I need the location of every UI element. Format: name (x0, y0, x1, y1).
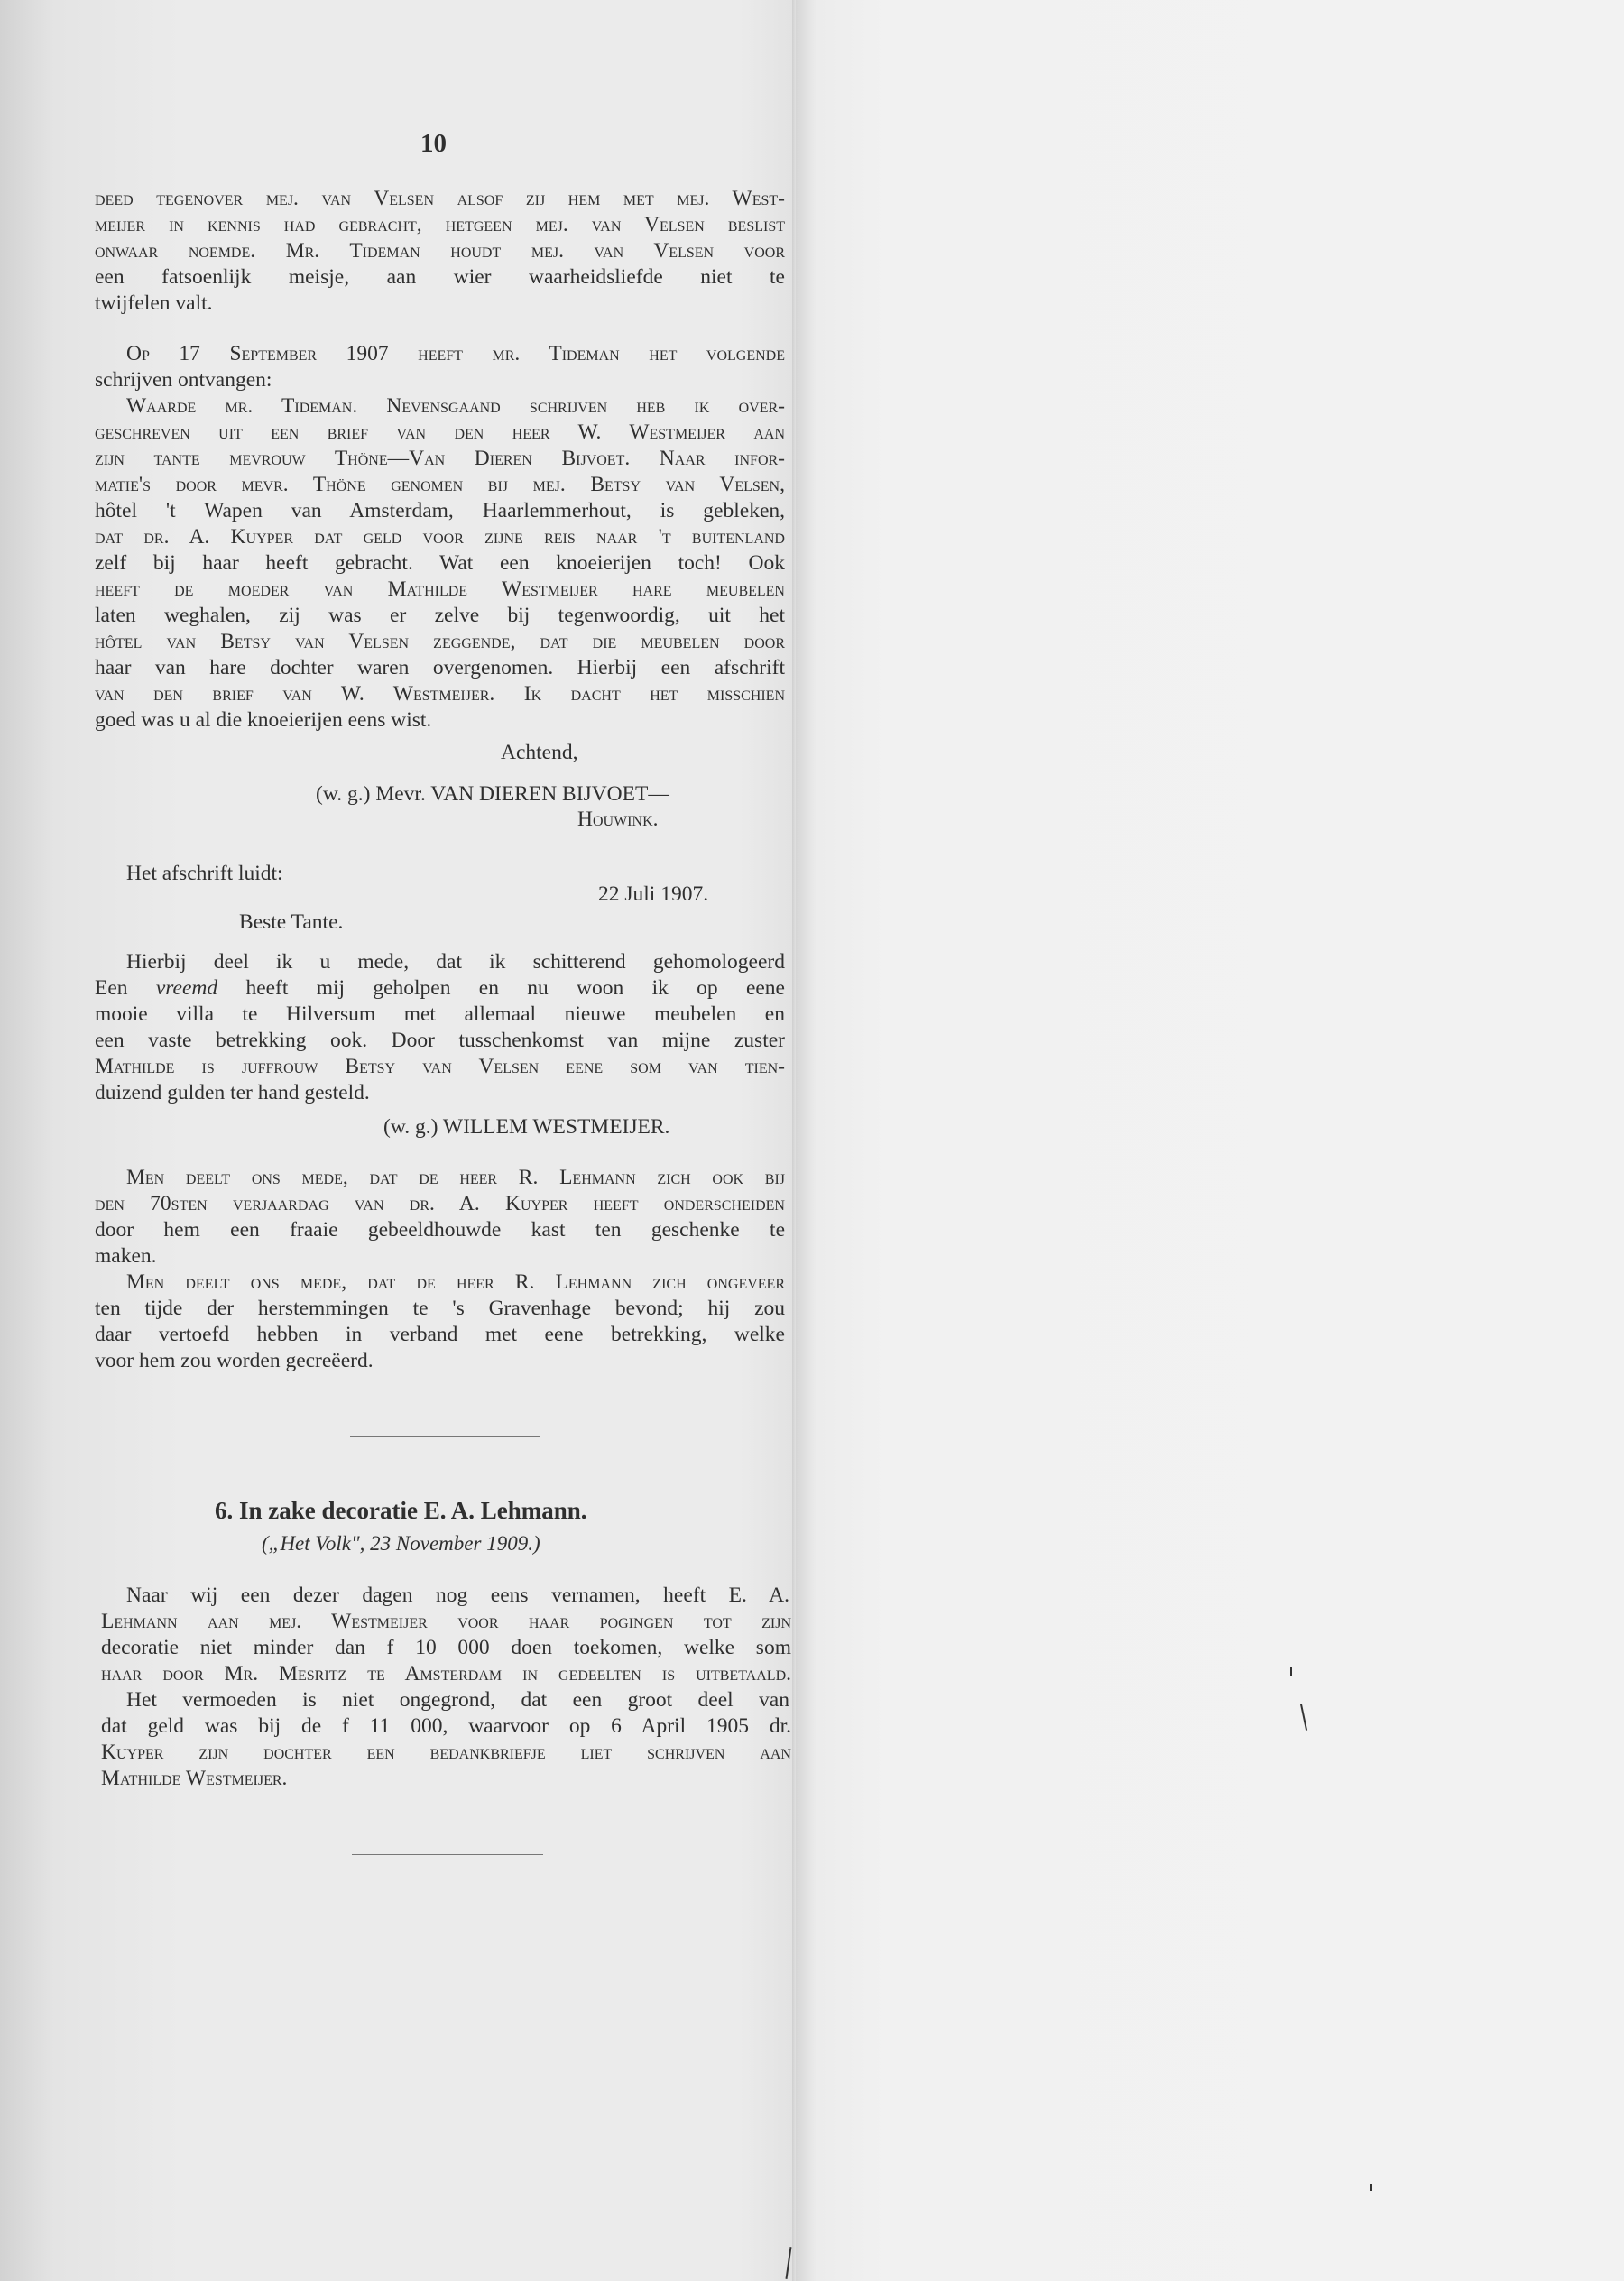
letter-date: 22 Juli 1907. (598, 882, 709, 906)
text-line: mooie villa te Hilversum met allemaal nieuwe meubelen en (95, 1002, 785, 1026)
text-line: zelf bij haar heeft gebracht. Wat een knoeierijen toch! Ook (95, 551, 785, 575)
text-segment: Een (95, 976, 156, 1000)
letter-closing: Achtend, (501, 741, 578, 764)
section-source: („Het Volk", 23 November 1909.) (262, 1532, 540, 1555)
signature: (w. g.) Mevr. VAN DIEREN BIJVOET— (316, 782, 669, 806)
text-line: den 70sten verjaardag van dr. A. Kuyper heeft onderscheiden (95, 1192, 785, 1215)
text-line: onwaar noemde. Mr. Tideman houdt mej. van Velsen voor (95, 239, 785, 263)
text-segment: heeft mij geholpen en nu woon ik op eene (217, 976, 785, 1000)
text-line: meijer in kennis had gebracht, hetgeen mej. van Velsen beslist (95, 213, 785, 236)
signature: (w. g.) WILLEM WESTMEIJER. (383, 1115, 670, 1139)
text-line: geschreven uit een brief van den heer W. Westmeijer aan (95, 420, 785, 444)
text-line: dat dr. A. Kuyper dat geld voor zijne reis naar 't buitenland (95, 525, 785, 549)
text-line: daar vertoefd hebben in verband met eene betrekking, welke (95, 1323, 785, 1346)
text-line: Men deelt ons mede, dat de heer R. Lehmann zich ongeveer (126, 1270, 785, 1294)
text-line: deed tegenover mej. van Velsen alsof zij hem met mej. West- (95, 187, 785, 210)
text-line: hôtel 't Wapen van Amsterdam, Haarlemmerhout, is gebleken, (95, 499, 785, 522)
text-line: matie's door mevr. Thöne genomen bij mej. Betsy van Velsen, (95, 473, 785, 496)
signature: Houwink. (577, 808, 659, 831)
right-page-blank (794, 0, 1624, 2281)
text-line: Men deelt ons mede, dat de heer R. Lehmann zich ook bij (126, 1166, 785, 1189)
text-line: laten weghalen, zij was er zelve bij tegenwoordig, uit het (95, 604, 785, 627)
text-line: een fatsoenlijk meisje, aan wier waarheidsliefde niet te (95, 265, 785, 289)
text-line: heeft de moeder van Mathilde Westmeijer hare meubelen (95, 577, 785, 601)
text-line: haar van hare dochter waren overgenomen. Hierbij een afschrift (95, 656, 785, 679)
salutation: Beste Tante. (239, 910, 344, 934)
text-line: hôtel van Betsy van Velsen zeggende, dat die meubelen door (95, 630, 785, 653)
text-line: voor hem zou worden gecreëerd. (95, 1349, 374, 1372)
italic-word: vreemd (155, 976, 218, 1000)
text-line: Het vermoeden is niet ongegrond, dat een groot deel van (126, 1688, 789, 1712)
text-line: ten tijde der herstemmingen te 's Gravenhage bevond; hij zou (95, 1297, 785, 1320)
scan-mark (1290, 1667, 1292, 1676)
text-line (95, 975, 785, 1002)
text-line: Naar wij een dezer dagen nog eens vernamen, heeft E. A. (126, 1584, 789, 1607)
text-line: van den brief van W. Westmeijer. Ik dacht het misschien (95, 682, 785, 706)
text-line: duizend gulden ter hand gesteld. (95, 1081, 370, 1104)
separator-rule (350, 1436, 540, 1437)
intro-text: Het afschrift luidt: (126, 862, 283, 885)
text-line: Mathilde is juffrouw Betsy van Velsen eene som van tien- (95, 1055, 785, 1078)
text-line: twijfelen valt. (95, 291, 213, 315)
text-line: een vaste betrekking ook. Door tusschenkomst van mijne zuster (95, 1029, 785, 1052)
text-line: dat geld was bij de f 11 000, waarvoor op 6 April 1905 dr. (101, 1714, 791, 1738)
text-line: decoratie niet minder dan f 10 000 doen toekomen, welke som (101, 1636, 791, 1659)
text-line: maken. (95, 1244, 157, 1268)
text-line: Hierbij deel ik u mede, dat ik schitterend gehomologeerd (126, 950, 785, 974)
text-line: Kuyper zijn dochter een bedankbriefje liet schrijven aan (101, 1741, 791, 1764)
text-line: Lehmann aan mej. Westmeijer voor haar pogingen tot zijn (101, 1610, 791, 1633)
scan-mark (1370, 2184, 1372, 2191)
text-line: haar door Mr. Mesritz te Amsterdam in gedeelten is uitbetaald. (101, 1662, 791, 1685)
separator-rule (352, 1854, 543, 1855)
text-line: Op 17 September 1907 heeft mr. Tideman het volgende (126, 342, 785, 365)
text-line: door hem een fraaie gebeeldhouwde kast ten geschenke te (95, 1218, 785, 1242)
text-line: goed was u al die knoeierijen eens wist. (95, 708, 432, 732)
section-heading: 6. In zake decoratie E. A. Lehmann. (215, 1497, 587, 1524)
text-line: Mathilde Westmeijer. (101, 1767, 288, 1790)
text-line: Waarde mr. Tideman. Nevensgaand schrijven heb ik over- (126, 394, 785, 418)
text-line: schrijven ontvangen: (95, 368, 272, 392)
text-line: zijn tante mevrouw Thöne—Van Dieren Bijvoet. Naar infor- (95, 447, 785, 470)
page-number: 10 (420, 129, 447, 158)
page-gutter (792, 0, 796, 2281)
